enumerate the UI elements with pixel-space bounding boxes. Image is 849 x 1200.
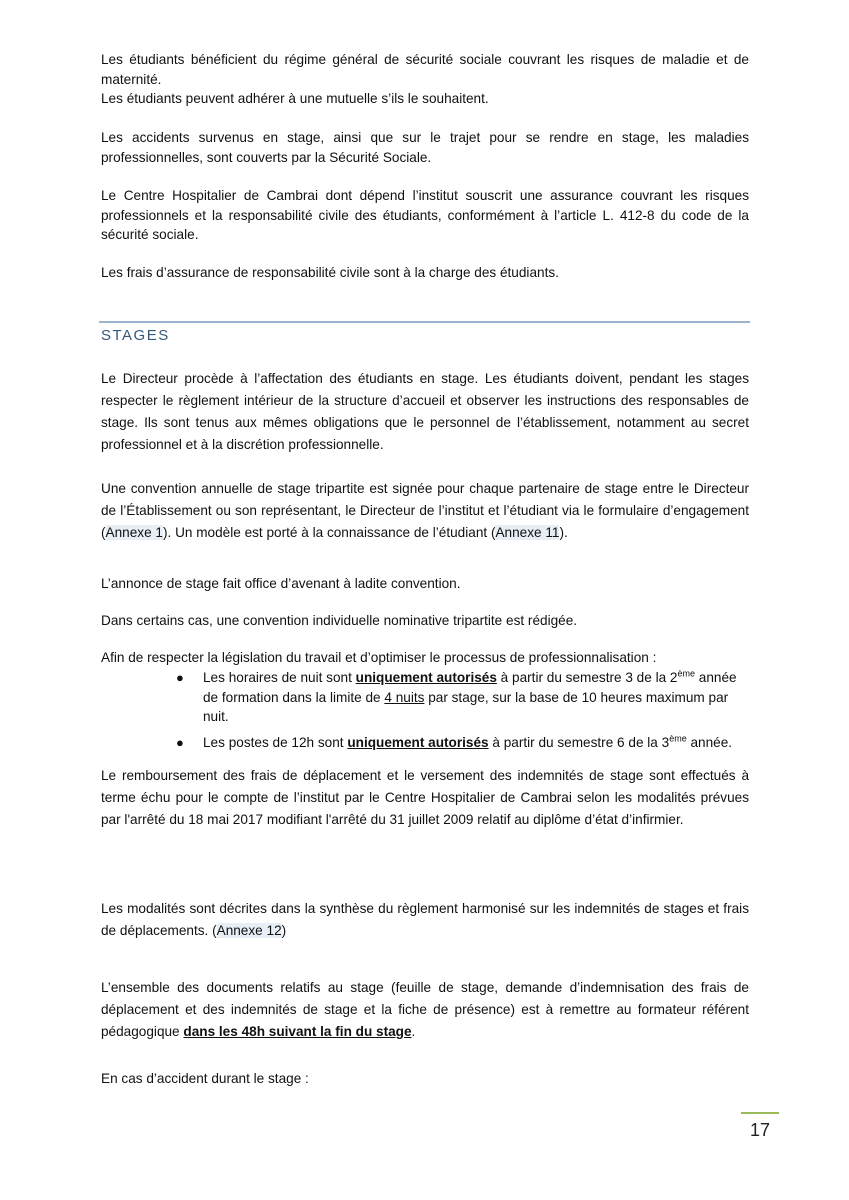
convention-text-1: Une convention annuelle de stage tripartite est signée pour chaque partenaire de stage entre le Directeur de l’Établissement ou son représentant, le Directeur de l’institut et l’étudiant via le formulaire d’engagement ( [101,481,749,540]
section-divider [99,321,750,323]
paragraph-legislation: Afin de respecter la législation du travail et d’optimiser le processus de professionnalisation : [101,650,657,665]
modalites-text-1: Les modalités sont décrites dans la synthèse du règlement harmonisé sur les indemnités de stages et frais de déplacements. ( [101,901,749,938]
paragraph-accidents: Les accidents survenus en stage, ainsi que sur le trajet pour se rendre en stage, les maladies professionnelles, sont couverts par la Sécurité Sociale. [101,130,749,165]
bullet-text: à partir du semestre 3 de la 2 [496,670,678,685]
paragraph-annonce: L’annonce de stage fait office d’avenant à ladite convention. [101,576,461,591]
paragraph-convention [101,478,749,544]
underlined-text: 4 nuits [384,689,425,705]
annexe-11-reference[interactable]: Annexe 11 [495,525,560,540]
rules-list [176,668,750,758]
documents-text-1: L’ensemble des documents relatifs au stage (feuille de stage, demande d’indemnisation des frais de déplacement et des indemnités de stage et la fiche de présence) est à remettre au formateur référent pédagogique [101,980,749,1039]
paragraph-affectation: Le Directeur procède à l’affectation des étudiants en stage. Les étudiants doivent, pendant les stages respecter le règlement intérieur de la structure d’accueil et observer les instructions des responsables de stage. Ils sont tenus aux mêmes obligations que le personnel de l’établissement, notamment au secret professionnel et à la discrétion professionnelle. [101,371,749,452]
documents-text-2: . [411,1024,416,1039]
paragraph-mutuelle: Les étudiants peuvent adhérer à une mutuelle s’ils le souhaitent. [101,91,489,106]
emphasis-text: uniquement autorisés [355,670,497,685]
paragraph-insurance: Le Centre Hospitalier de Cambrai dont dépend l’institut souscrit une assurance couvrant les risques professionnels et la responsabilité civile des étudiants, conformément à l’article L. 412-8 du code de la sécurité sociale. [101,188,749,242]
bullet-text: Les postes de 12h sont [203,734,348,750]
annexe-1-reference[interactable]: Annexe 1 [105,525,163,540]
paragraph-remboursement: Le remboursement des frais de déplacement et le versement des indemnités de stage sont effectués à terme échu pour le compte de l’institut par le Centre Hospitalier de Cambrai selon les modalités prévues par l'arrêté du 18 mai 2017 modifiant l'arrêté du 31 juillet 2009 relatif au diplôme d’état d’infirmier. [101,768,749,827]
modalites-text-2: ) [281,923,287,938]
bullet-icon: ● [176,670,184,685]
paragraph-modalites [101,898,749,942]
list-item [176,732,750,753]
page-number: 17 [749,1120,771,1140]
bullet-icon: ● [176,734,184,750]
emphasis-text: uniquement autorisés [347,734,489,750]
bullet-text: à partir du semestre 6 de la 3 [488,734,670,750]
paragraph-insurance-costs: Les frais d’assurance de responsabilité civile sont à la charge des étudiants. [101,265,559,280]
bullet-text: Les horaires de nuit sont [203,670,356,685]
convention-text-2: ). Un modèle est porté à la connaissance de l’étudiant ( [162,525,496,540]
bullet-text: par stage, sur la base de 10 heures maximum par nuit. [203,689,729,724]
superscript: ème [677,668,696,679]
paragraph-convention-individuelle: Dans certains cas, une convention individuelle nominative tripartite est rédigée. [101,613,578,628]
bullet-text: année. [686,734,733,750]
paragraph-documents [101,977,749,1043]
convention-text-3: ). [559,525,568,540]
section-heading-stages: STAGES [101,327,170,344]
deadline-emphasis: dans les 48h suivant la fin du stage [183,1024,412,1039]
paragraph-accident: En cas d’accident durant le stage : [101,1071,309,1086]
annexe-12-reference[interactable]: Annexe 12 [216,923,282,938]
paragraph-social-security: Les étudiants bénéficient du régime général de sécurité sociale couvrant les risques de maladie et de maternité. [101,52,749,87]
footer-rule [741,1112,779,1114]
list-item [176,668,750,727]
superscript: ème [669,732,687,743]
bullet-text: année de formation dans la limite de [203,670,737,705]
